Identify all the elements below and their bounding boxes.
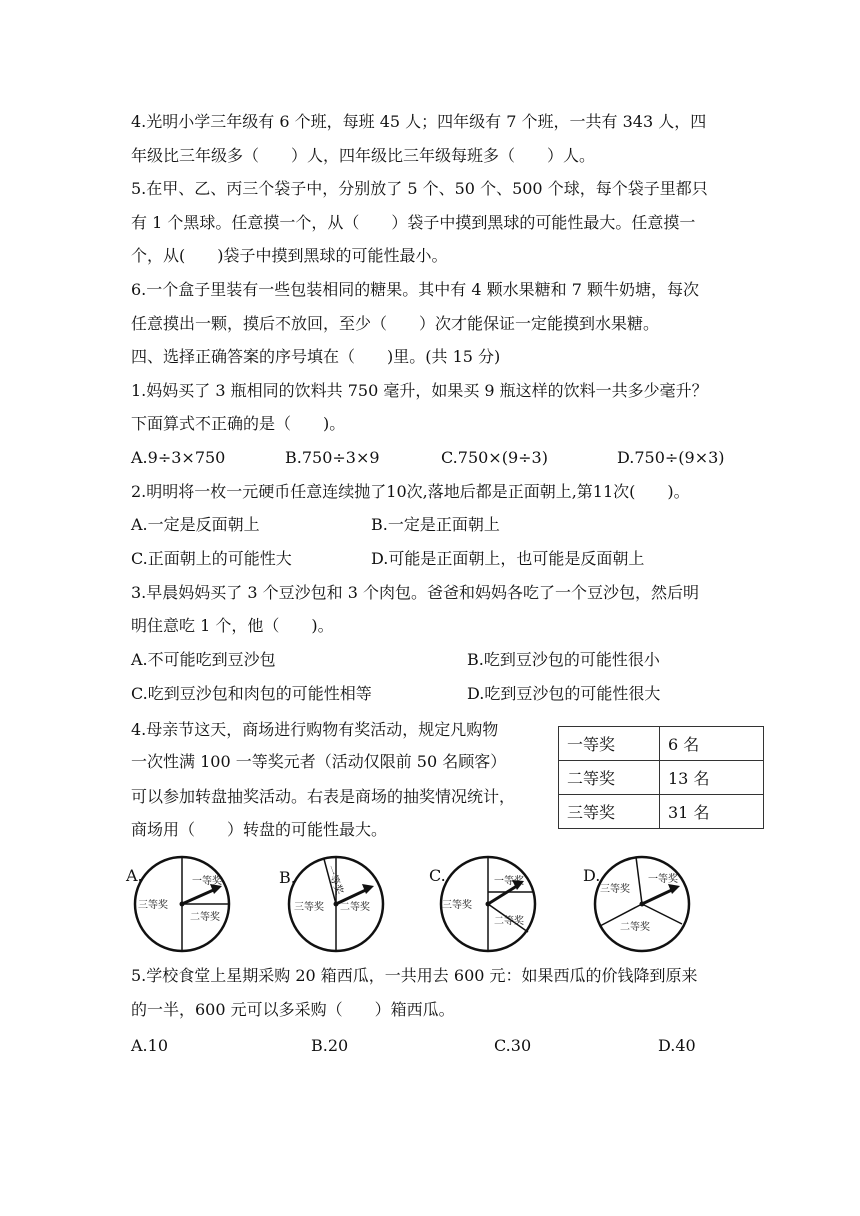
mc5-line-2: 的一半，600 元可以多采购（ ）箱西瓜。 <box>131 1000 455 1019</box>
q6-line-1: 6.一个盒子里装有一些包装相同的糖果。其中有 4 颗水果糖和 7 颗牛奶塘，每次 <box>131 280 699 299</box>
q6-line-2: 任意摸出一颗，摸后不放回，至少（ ）次才能保证一定能摸到水果糖。 <box>131 314 660 333</box>
mc1-option-c: C.750×(9÷3) <box>441 448 548 467</box>
mc3-line-1: 3.早晨妈妈买了 3 个豆沙包和 3 个肉包。爸爸和妈妈各吃了一个豆沙包，然后明 <box>131 583 699 602</box>
mc5-line-1: 5.学校食堂上星期采购 20 箱西瓜，一共用去 600 元：如果西瓜的价钱降到原来 <box>131 966 698 985</box>
mc3-option-c: C.吃到豆沙包和肉包的可能性相等 <box>131 684 372 703</box>
prize-count: 31 名 <box>660 795 764 829</box>
q5-line-2: 有 1 个黑球。任意摸一个，从（ ）袋子中摸到黑球的可能性最大。任意摸一 <box>131 213 696 232</box>
spinner-wheel-c <box>436 852 540 956</box>
mc2-option-d: D.可能是正面朝上，也可能是反面朝上 <box>371 549 645 568</box>
table-row <box>559 727 764 761</box>
q4-line-1: 4.光明小学三年级有 6 个班，每班 45 人；四年级有 7 个班，一共有 343 人，四 <box>131 112 707 131</box>
table-row <box>559 761 764 795</box>
mc5-option-c: C.30 <box>494 1036 532 1055</box>
spinner-wheel-d <box>590 852 694 956</box>
wheel-c-label-first: 一等奖 <box>494 876 524 887</box>
wheel-a-label-second: 二等奖 <box>190 912 220 923</box>
wheel-a-label-third: 三等奖 <box>138 900 168 911</box>
mc4-line-3: 可以参加转盘抽奖活动。右表是商场的抽奖情况统计， <box>131 787 516 806</box>
spinner-wheel-b <box>284 852 388 956</box>
mc2-option-a: A.一定是反面朝上 <box>131 515 260 534</box>
q4-line-2: 年级比三年级多（ ）人，四年级比三年级每班多（ ）人。 <box>131 146 596 165</box>
mc5-option-d: D.40 <box>658 1036 696 1055</box>
mc3-option-b: B.吃到豆沙包的可能性很小 <box>467 650 660 669</box>
prize-table <box>558 726 764 829</box>
mc1-line-1: 1.妈妈买了 3 瓶相同的饮料共 750 毫升，如果买 9 瓶这样的饮料一共多少毫升？ <box>131 381 708 400</box>
mc1-option-b: B.750÷3×9 <box>285 448 380 467</box>
wheel-c-letter: C. <box>429 866 446 885</box>
mc5-option-b: B.20 <box>311 1036 349 1055</box>
mc5-option-a: A.10 <box>131 1036 168 1055</box>
wheel-b-label-third: 三等奖 <box>294 902 324 913</box>
mc2-option-c: C.正面朝上的可能性大 <box>131 549 292 568</box>
section-heading: 四、选择正确答案的序号填在（ )里。(共 15 分) <box>131 347 501 366</box>
spinner-wheel-a <box>130 852 234 956</box>
mc3-option-a: A.不可能吃到豆沙包 <box>131 650 276 669</box>
wheel-d-label-second: 二等奖 <box>620 922 650 933</box>
prize-level: 二等奖 <box>559 761 660 795</box>
mc2-option-b: B.一定是正面朝上 <box>371 515 500 534</box>
wheel-a-label-first: 一等奖 <box>192 876 222 887</box>
wheel-b-letter: B. <box>279 868 296 887</box>
wheel-b-label-second: 二等奖 <box>340 902 370 913</box>
prize-level: 三等奖 <box>559 795 660 829</box>
mc4-line-2: 一次性满 100 一等奖元者（活动仅限前 50 名顾客） <box>131 752 507 771</box>
wheel-b-label-first: 一等奖 <box>323 864 345 897</box>
wheel-d-label-first: 一等奖 <box>648 874 678 885</box>
mc1-line-2: 下面算式不正确的是（ )。 <box>131 414 346 433</box>
prize-count: 13 名 <box>660 761 764 795</box>
wheel-a-letter: A. <box>126 866 143 885</box>
wheel-c-label-second: 二等奖 <box>494 916 524 927</box>
wheel-c-label-third: 三等奖 <box>442 900 472 911</box>
mc4-line-4: 商场用（ ）转盘的可能性最大。 <box>131 820 388 839</box>
mc3-line-2: 明住意吃 1 个，他（ )。 <box>131 616 334 635</box>
mc1-option-a: A.9÷3×750 <box>131 448 226 467</box>
mc1-option-d: D.750÷(9×3) <box>617 448 725 467</box>
q5-line-1: 5.在甲、乙、丙三个袋子中，分别放了 5 个、50 个、500 个球，每个袋子里都只 <box>131 179 708 198</box>
mc2-line-1: 2.明明将一枚一元硬币任意连续抛了10次,落地后都是正面朝上,第11次( )。 <box>131 482 690 501</box>
prize-count: 6 名 <box>660 727 764 761</box>
q5-line-3: 个，从( )袋子中摸到黑球的可能性最小。 <box>131 246 448 265</box>
wheel-d-letter: D. <box>583 866 601 885</box>
prize-level: 一等奖 <box>559 727 660 761</box>
mc3-option-d: D.吃到豆沙包的可能性很大 <box>467 684 661 703</box>
mc4-line-1: 4.母亲节这天，商场进行购物有奖活动，规定凡购物 <box>131 720 499 739</box>
wheel-d-label-third: 三等奖 <box>600 884 630 895</box>
table-row <box>559 795 764 829</box>
